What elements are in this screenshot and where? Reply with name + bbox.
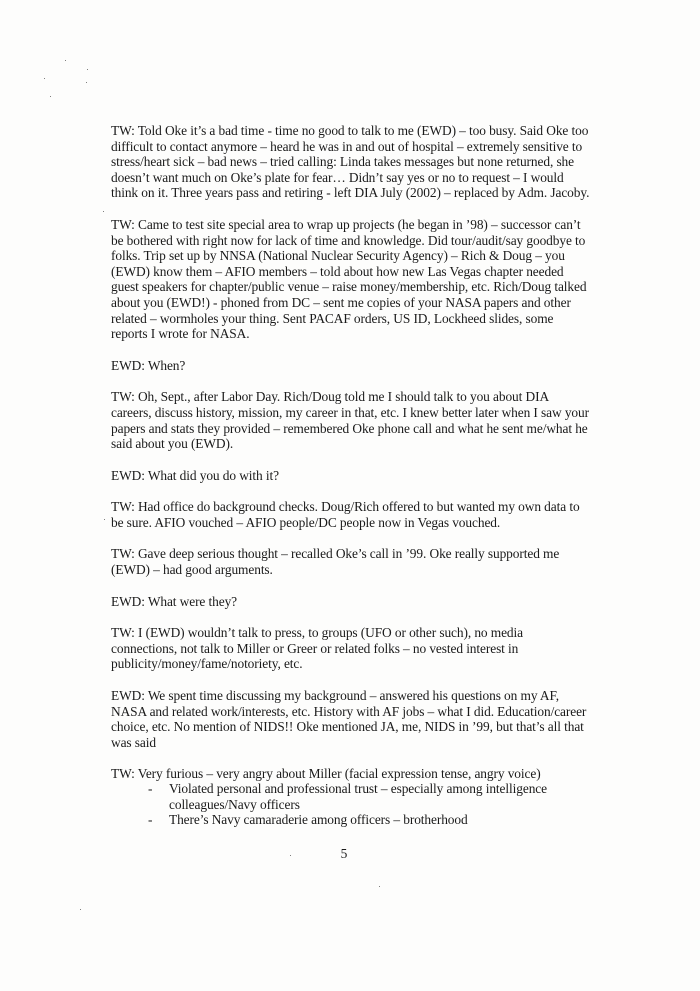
- paragraph: TW: Very furious – very angry about Miller (facial expression tense, angry voice): [111, 766, 541, 782]
- paragraph: EWD: What were they?: [111, 593, 238, 609]
- paragraph: EWD: We spent time discussing my background – answered his questions on my AF, NASA and related work/interests, etc. History with AF jobs – what I did. Education/career choice, etc. No mention of NIDS!! Oke mentioned JA, me, NIDS in ’99, but that’s all that was said: [111, 688, 587, 750]
- paragraph: EWD: What did you do with it?: [111, 467, 279, 483]
- paragraph: TW: Told Oke it’s a bad time - time no good to talk to me (EWD) – too busy. Said Oke too difficult to contact anymore – heard he was in and out of hospital – extremely sensitive to stress/heart sick – bad news – tried calling: Linda takes messages but none returned, she doesn’t want much on Oke’s plate for fear… Didn’t say yes or no to request – I would think on it. Three years pass and retiring - left DIA July (2002) – replaced by Adm. Jacoby.: [111, 123, 590, 201]
- scan-speck: [87, 69, 88, 70]
- list-item-text: There’s Navy camaraderie among officers – brotherhood: [169, 812, 468, 828]
- scan-speck: [50, 96, 51, 97]
- bullet-marker: -: [148, 781, 153, 796]
- list-item: [111, 812, 591, 828]
- page-number: [0, 846, 700, 862]
- scan-speck: [65, 60, 66, 61]
- paragraph: TW: I (EWD) wouldn’t talk to press, to groups (UFO or other such), no media connections, not talk to Miller or Greer or related folks – no vested interest in publicity/money/fame/notoriety, etc.: [111, 625, 523, 672]
- bullet-list: [111, 781, 591, 828]
- document-body: [111, 123, 591, 828]
- scan-speck: [104, 519, 105, 520]
- paragraph: TW: Oh, Sept., after Labor Day. Rich/Doug told me I should talk to you about DIA careers, discuss history, mission, my career in that, etc. I knew better later when I saw your papers and stats they provided – remembered Oke phone call and what he sent me/what he said about you (EWD).: [111, 389, 589, 452]
- list-item: [111, 781, 591, 812]
- scan-speck: [379, 886, 380, 887]
- scan-speck: [44, 78, 45, 79]
- paragraph: TW: Came to test site special area to wrap up projects (he began in ’98) – successor can’t be bothered with right now for lack of time and knowledge. Did tour/audit/say goodbye to folks. Trip set up by NNSA (National Nuclear Security Agency) – Rich & Doug – you (EWD) know them – AFIO members – told about how new Las Vegas chapter needed guest speakers for chapter/public venue – raise money/membership, etc. Rich/Doug talked about you (EWD!) - phoned from DC – sent me copies of your NASA papers and other related – wormholes your thing. Sent PACAF orders, US ID, Lockheed slides, some reports I wrote for NASA.: [111, 216, 587, 342]
- list-item-text: Violated personal and professional trust – especially among intelligence colleagues/Navy officers: [169, 781, 547, 812]
- page-number-text: 5: [340, 846, 348, 861]
- paragraph: TW: Gave deep serious thought – recalled Oke’s call in ’99. Oke really supported me (EWD) – had good arguments.: [111, 546, 560, 578]
- paragraph: TW: Had office do background checks. Doug/Rich offered to but wanted my own data to be sure. AFIO vouched – AFIO people/DC people now in Vegas vouched.: [111, 499, 580, 530]
- bullet-marker: -: [148, 812, 153, 828]
- scan-speck: [86, 82, 87, 83]
- scan-speck: [103, 211, 104, 212]
- paragraph: EWD: When?: [111, 357, 186, 373]
- scan-speck: [80, 909, 81, 910]
